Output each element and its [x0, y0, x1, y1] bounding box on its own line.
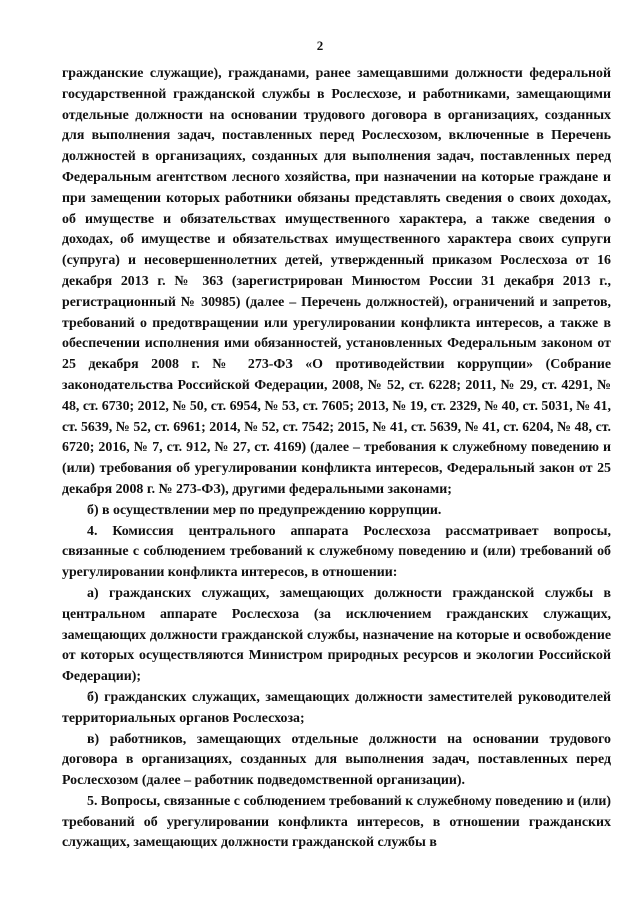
- document-body: [62, 64, 611, 854]
- paragraph-item-4: 4. Комиссия центрального аппарата Рослесхоза рассматривает вопросы, связанные с соблюдением требований к служебному поведению и (или) требований об урегулировании конфликта интересов, в отношении:: [62, 523, 611, 581]
- paragraph-continuation: гражданские служащие), гражданами, ранее замещавшими должности федеральной государственной гражданской службы в Рослесхозе, и работниками, замещающими отдельные должности на основании трудового договора в организациях, созданных для выполнения задач, поставленных перед Рослесхозом, включенные в Перечень должностей в организациях, созданных для выполнения задач, поставленных перед Федеральным агентством лесного хозяйства, при назначении на которые граждане и при замещении которых работники обязаны представлять сведения о своих доходах, об имуществе и обязательствах имущественного характера, а также сведения о доходах, об имуществе и обязательствах имущественного характера своих супруги (супруга) и несовершеннолетних детей, утвержденный приказом Рослесхоза от 16 декабря 2013 г. № 363 (зарегистрирован Минюстом России 31 декабря 2013 г., регистрационный № 30985) (далее – Перечень должностей), ограничений и запретов, требований о предотвращении или урегулировании конфликта интересов, а также в обеспечении исполнения ими обязанностей, установленных Федеральным законом от 25 декабря 2008 г. № 273-ФЗ «О противодействии коррупции» (Собрание законодательства Российской Федерации, 2008, № 52, ст. 6228; 2011, № 29, ст. 4291, № 48, ст. 6730; 2012, № 50, ст. 6954, № 53, ст. 7605; 2013, № 19, ст. 2329, № 40, ст. 5031, № 41, ст. 5639, № 52, ст. 6961; 2014, № 52, ст. 7542; 2015, № 41, ст. 5639, № 41, ст. 6204, № 48, ст. 6720; 2016, № 7, ст. 912, № 27, ст. 4169) (далее – требования к служебному поведению и (или) требования об урегулировании конфликта интересов, Федеральный закон от 25 декабря 2008 г. № 273-ФЗ), другими федеральными законами;: [62, 66, 611, 497]
- paragraph-item-5: 5. Вопросы, связанные с соблюдением требований к служебному поведению и (или) требований об урегулировании конфликта интересов, в отношении гражданских служащих, замещающих должности гражданской службы в: [62, 793, 611, 851]
- paragraph-subitem-b2: б) гражданских служащих, замещающих должности заместителей руководителей территориальных органов Рослесхоза;: [62, 689, 611, 726]
- paragraph-subitem-b: б) в осуществлении мер по предупреждению коррупции.: [87, 502, 442, 518]
- paragraph-subitem-v: в) работников, замещающих отдельные должности на основании трудового договора в организациях, созданных для выполнения задач, поставленных перед Рослесхозом (далее – работник подведомственной организации).: [62, 731, 611, 789]
- paragraph-subitem-a: а) гражданских служащих, замещающих должности гражданской службы в центральном аппарате Рослесхоза (за исключением гражданских служащих, замещающих должности гражданской службы, назначение на которые и освобождение от которых осуществляются Министром природных ресурсов и экологии Российской Федерации);: [62, 585, 611, 685]
- page-number: 2: [316, 38, 324, 53]
